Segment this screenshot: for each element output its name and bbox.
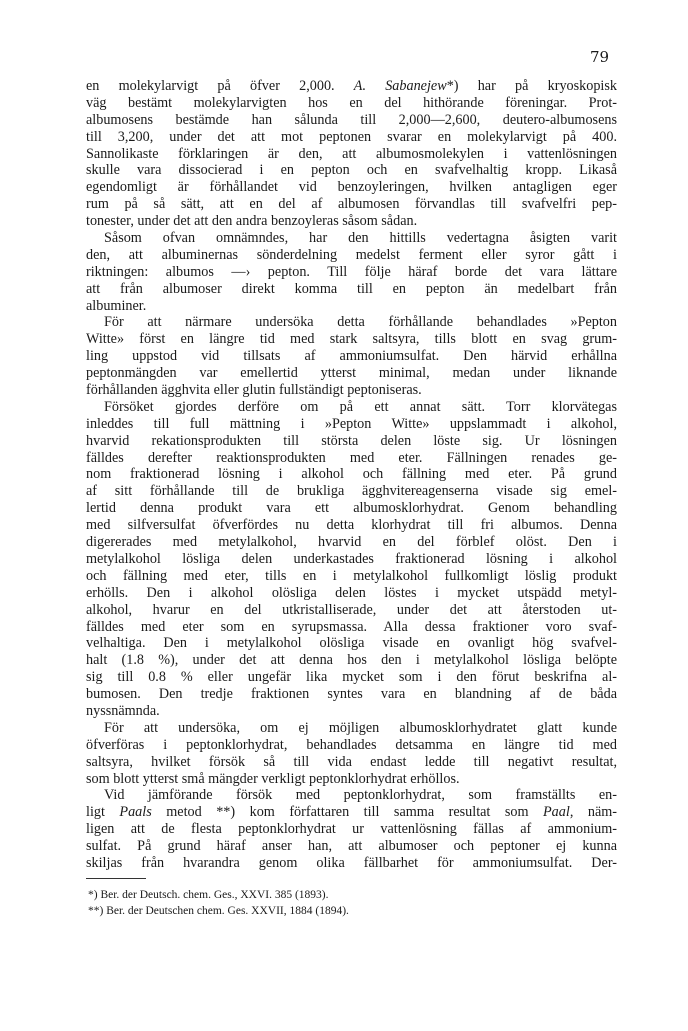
text-line [86,281,617,298]
text-segment: För att närmare undersöka detta förhållande behandlades »Pepton [104,314,617,331]
text-segment: den, att albuminernas sönderdelning medelst ferment eller syror gått i [86,246,617,263]
text-segment: öfverföras i peptonklorhydrat, behandlades detsamma en längre tid med [86,736,617,753]
text-segment: rum på så sätt, att en del af albumosen förvandlas till svafvelfri pep- [86,196,617,213]
text-line [86,146,617,163]
text-segment: , näm- [569,804,618,821]
text-line [86,534,617,551]
text-segment: Försöket gjordes derföre om på ett annat sätt. Torr klorvätegas [104,398,617,415]
italic-text: Paal [543,804,570,821]
text-segment: af sitt förhållande till de brukliga ägghvitereagenserna visade sig emel- [86,483,617,500]
text-line [86,517,617,534]
italic-text: A. Sabanejew [353,78,447,94]
text-line [86,838,617,855]
text-segment: metylalkohol lösliga delen underkastades fraktionerad lösning i alkohol [86,550,617,567]
text-line [86,382,617,399]
text-segment: skulle vara dissocierad i en pepton och en svafvelhaltig kropp. Likaså [86,162,617,179]
text-line [86,416,617,433]
text-segment: velhaltiga. Den i metylalkohol olösliga visade en ovanligt hög svafvel- [86,635,617,652]
text-line [86,669,617,686]
text-line [86,331,617,348]
text-segment: som blott ytterst små mängder verkligt peptonklorhydrat erhöllos. [86,770,460,787]
text-line [86,162,617,179]
text-line [86,196,617,213]
text-segment: albumosens bestämde han sålunda till 2,000—2,600, deutero-albumosens [86,111,617,128]
text-segment: Witte» först en längre tid med stark saltsyra, tills blott en svag grum- [86,331,617,348]
text-segment: väg bestämt molekylarvigten hos en del hithörande föreningar. Prot- [86,94,617,111]
text-segment: albuminer. [86,297,147,314]
text-line [86,686,617,703]
text-line [86,264,617,281]
text-segment: ling uppstod vid tillsats af ammoniumsulfat. Den härvid erhållna [86,348,617,365]
text-line [86,568,617,585]
footnotes [86,887,349,919]
text-segment: Såsom ofvan omnämndes, har den hittills vedertagna åsigten varit [104,230,617,247]
text-line [86,703,617,720]
text-line [86,129,617,146]
text-segment: fälldes derefter reaktionsprodukten med eter. Fällningen renades ge- [86,449,617,466]
text-line [86,855,617,872]
text-line [86,466,617,483]
text-segment: För att undersöka, om ej möjligen albumosklorhydratet glatt kunde [104,719,617,736]
text-line [86,652,617,669]
text-line [86,399,617,416]
text-line [86,602,617,619]
text-segment: och fällning med eter, tills en i metylalkohol fullkomligt löslig produkt [86,567,617,584]
text-line [86,298,617,315]
text-line [86,365,617,382]
text-segment: ligt [86,804,120,821]
text-segment: inleddes till full mättning i »Pepton Witte» uppslammadt i alkohol, [86,415,617,432]
text-line [86,737,617,754]
text-segment: fälldes med eter som en syrupsmassa. Alla dessa fraktioner voro svaf- [86,618,617,635]
text-segment: peptonmängden var emellertid ytterst minimal, medan under liknande [86,365,617,382]
text-line [86,720,617,737]
text-segment: halt (1.8 %), under det att denna hos den i metylalkohol lösliga belöpte [86,652,617,669]
text-line [86,314,617,331]
text-segment: tonester, under det att den andra benzoyleras såsom sådan. [86,213,418,230]
text-line [86,433,617,450]
text-segment: hvarvid rekationsprodukten till största delen löste sig. Ur lösningen [86,432,617,449]
text-segment: erhölls. Den i alkohol olösliga delen löstes i mycket utspädd metyl- [86,584,617,601]
text-line [86,771,617,788]
text-line [86,804,617,821]
text-segment: sulfat. På grund häraf anser han, att albumoser och peptoner ej kunna [86,838,617,855]
text-segment: bumosen. Den tredje fraktionen syntes vara en blandning af de båda [86,686,617,703]
text-segment: förhållanden ägghvita eller glutin fullständigt peptoniseras. [86,382,422,399]
text-line [86,483,617,500]
text-segment: riktningen: albumos —› pepton. Till följe häraf borde det vara lättare [86,263,617,280]
text-segment: en molekylarvigt på öfver 2,000. [86,78,354,94]
text-line [86,754,617,771]
italic-text: Paals [119,804,152,821]
footnote-1: *) Ber. der Deutsch. chem. Ges., XXVI. 385 (1893). [88,889,329,901]
text-segment: egendomligt är förhållandet vid benzoyleringen, hvilken antagligen eger [86,179,617,196]
text-segment: Vid jämförande försök med peptonklorhydrat, som framställts en- [104,787,617,804]
text-segment: *) har på kryoskopisk [446,78,617,94]
text-line [86,230,617,247]
text-segment: att från albumoser direkt komma till en pepton än medelbart från [86,280,617,297]
body-text [86,78,617,872]
text-line [86,78,617,95]
text-segment: metod **) kom författaren till samma resultat som [151,804,544,821]
text-line [86,585,617,602]
text-line [86,112,617,129]
text-segment: saltsyra, hvilket försök så till vida endast ledde till negativt resultat, [86,753,617,770]
text-line [86,787,617,804]
text-line [86,95,617,112]
text-line [86,619,617,636]
text-segment: digererades med metylalkohol, hvarvid en del förblef olöst. Den i [86,534,617,551]
text-segment: till 3,200, under det att mot peptonen svarar en molekylarvigt på 400. [86,128,617,145]
text-line [86,450,617,467]
text-segment: Sannolikaste förklaringen är den, att albumosmolekylen i vattenlösningen [86,145,617,162]
text-line [86,179,617,196]
text-segment: lertid denna produkt vara ett albumosklorhydrat. Genom behandling [86,500,617,517]
text-segment: ligen att de flesta peptonklorhydrat ur vattenlösning fällas af ammonium- [86,821,617,838]
text-line [86,551,617,568]
text-line [86,247,617,264]
text-line [86,500,617,517]
text-segment: skiljas från hvarandra genom olika fällbarhet för ammoniumsulfat. Der- [86,854,617,871]
footnote-2: **) Ber. der Deutschen chem. Ges. XXVII, 1884 (1894). [88,905,349,917]
text-segment: alkohol, hvarur en del utkristalliserade, under det att återstoden ut- [86,601,617,618]
text-line [86,348,617,365]
page-number: 79 [590,48,610,66]
footnote-divider [86,878,146,879]
text-line [86,635,617,652]
text-segment: nom fraktionerad lösning i alkohol och fällning med eter. På grund [86,466,617,483]
text-segment: nyssnämnda. [86,702,160,719]
text-line [86,821,617,838]
text-line [86,213,617,230]
text-segment: sig till 0.8 % eller ungefär lika mycket som i den förut beskrifna al- [86,669,617,686]
text-segment: med silfversulfat öfverfördes nu detta klorhydrat till fri albumos. Denna [86,517,617,534]
